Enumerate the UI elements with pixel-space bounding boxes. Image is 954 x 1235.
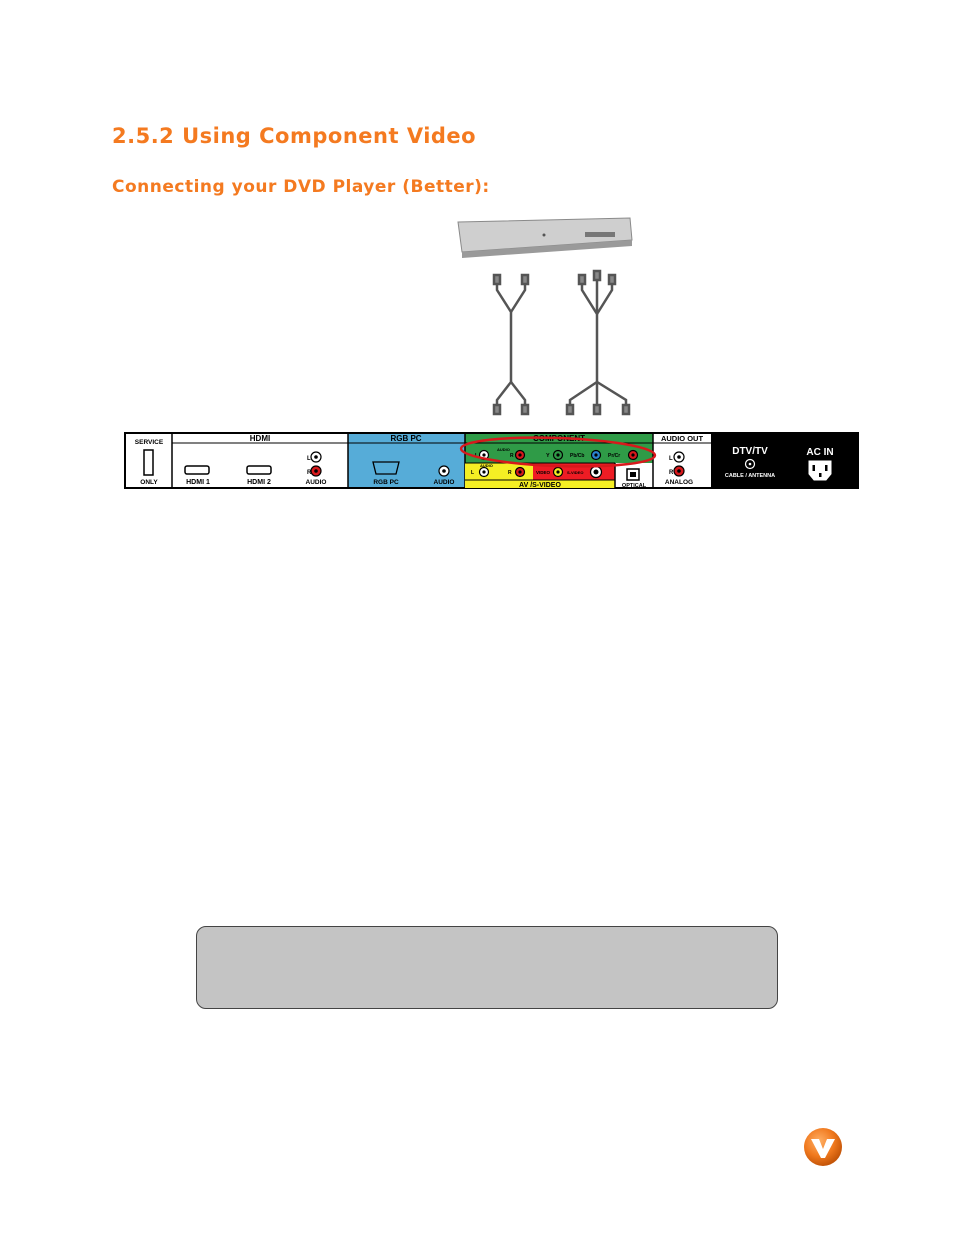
vizio-logo-icon	[802, 1127, 844, 1167]
av-svideo-label: S-VIDEO	[567, 470, 584, 475]
dtv-ac-section	[711, 433, 858, 488]
hdmi1-label: HDMI 1	[186, 479, 210, 486]
section-heading: 2.5.2 Using Component Video	[112, 124, 477, 148]
dvd-player-image	[458, 218, 632, 258]
rgb-audio-label: AUDIO	[433, 479, 455, 486]
rgb-port-label: RGB PC	[373, 479, 399, 486]
dtv-sub-label: CABLE / ANTENNA	[724, 473, 776, 479]
component-pb-label: Pb/Cb	[570, 453, 585, 459]
av-video-label: VIDEO	[536, 470, 551, 475]
note-box	[196, 926, 778, 1009]
optical-label: OPTICAL	[621, 483, 647, 489]
component-title: COMPONENT	[533, 434, 585, 443]
rgb-title: RGB PC	[390, 434, 422, 443]
component-pr-label: Pr/Cr	[608, 453, 621, 459]
component-y-label: Y	[546, 453, 550, 459]
av-l-label: L	[471, 470, 475, 476]
hdmi-r-label: R	[307, 470, 312, 476]
component-l-label: L	[475, 453, 479, 459]
hdmi-audio-label: AUDIO	[305, 479, 327, 486]
audio-out-analog-label: ANALOG	[664, 479, 694, 486]
ac-in-title: AC IN	[806, 447, 834, 458]
component-cable-image	[567, 271, 629, 414]
section-subheading: Connecting your DVD Player (Better):	[112, 177, 490, 197]
av-audio-label: AUDIO	[480, 463, 493, 468]
rgb-pc-section	[348, 433, 465, 488]
service-only-label: ONLY	[140, 479, 158, 486]
hdmi-title: HDMI	[249, 434, 271, 443]
av-r-label: R	[508, 470, 512, 476]
audio-cable-image	[494, 275, 528, 414]
dtv-title: DTV/TV	[732, 446, 768, 457]
hdmi2-label: HDMI 2	[247, 479, 271, 486]
audio-out-title: AUDIO OUT	[660, 434, 704, 443]
audio-out-l-label: L	[669, 456, 673, 462]
av-title: AV /S-VIDEO	[519, 482, 561, 489]
hdmi-l-label: L	[307, 456, 311, 462]
audio-out-r-label: R	[669, 470, 674, 476]
service-label: SERVICE	[134, 439, 164, 446]
connection-diagram	[0, 0, 954, 500]
component-r-label: R	[510, 453, 514, 459]
component-audio-label: AUDIO	[497, 447, 510, 452]
